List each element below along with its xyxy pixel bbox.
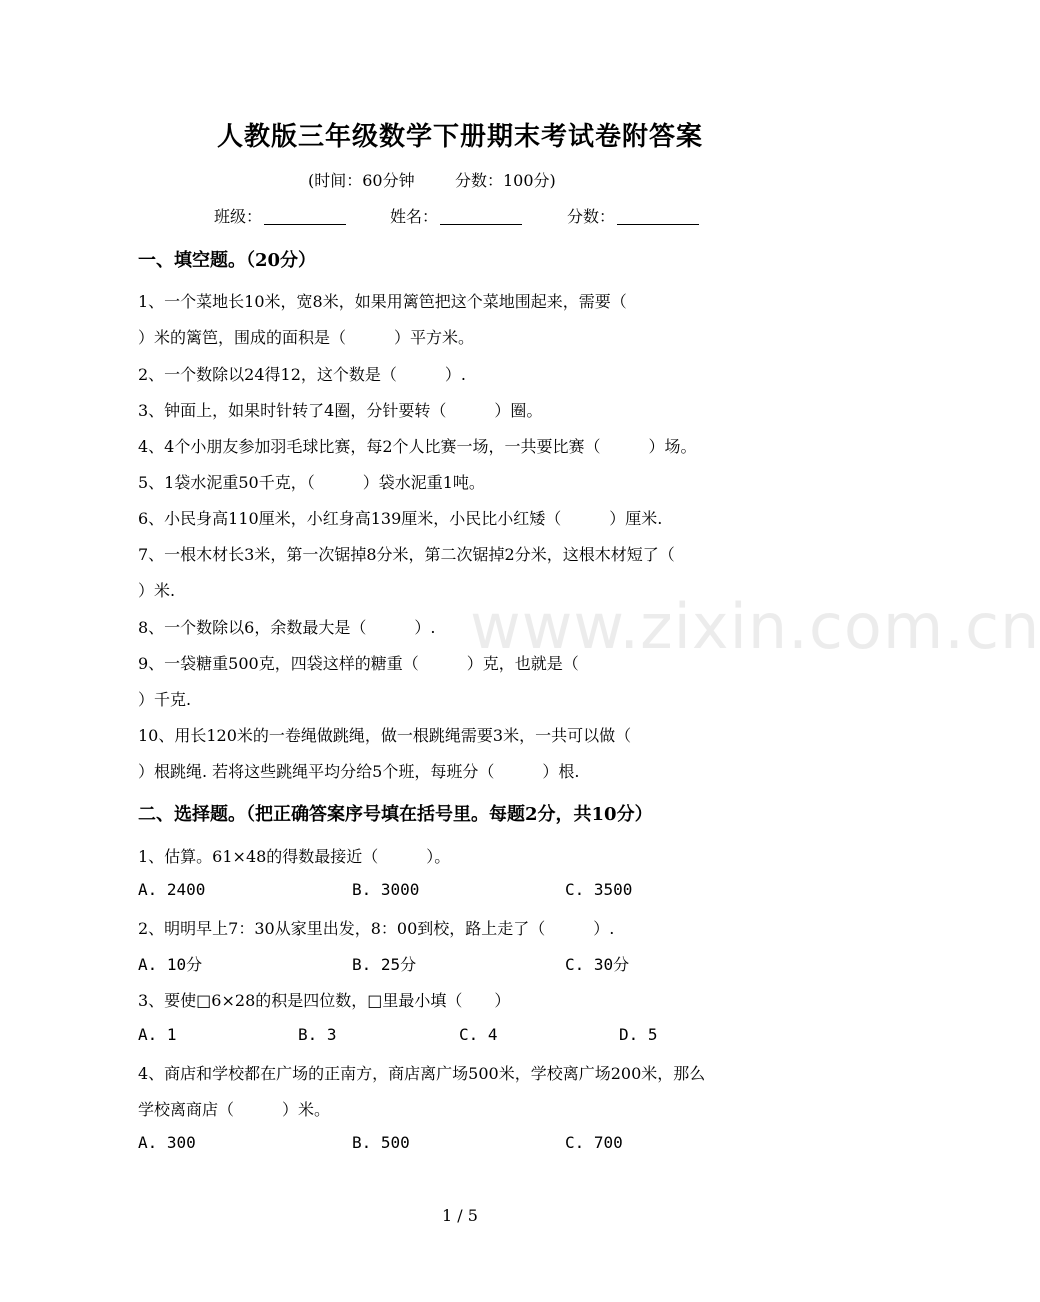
fill-line: 7、一根木材长3米，第一次锯掉8分米，第二次锯掉2分米，这根木材短了（	[138, 545, 675, 564]
name-field	[390, 204, 522, 227]
exam-time: (时间：60分钟	[308, 171, 415, 190]
score-field	[567, 204, 699, 227]
class-blank[interactable]	[264, 208, 346, 225]
option-a[interactable]: A. 10分	[138, 955, 203, 974]
option-c[interactable]: C. 30分	[565, 955, 630, 974]
section1-heading: 一、填空题。（20分）	[138, 250, 317, 271]
choice-question: 4、商店和学校都在广场的正南方，商店离广场500米，学校离广场200米，那么	[138, 1064, 706, 1083]
option-b[interactable]: B. 500	[352, 1133, 410, 1152]
fill-line: ）千克.	[138, 690, 192, 709]
name-blank[interactable]	[440, 208, 522, 225]
option-a[interactable]: A. 300	[138, 1133, 196, 1152]
option-a[interactable]: A. 1	[138, 1025, 177, 1044]
watermark: www.zixin.com.cn	[470, 590, 1040, 663]
page-title: 人教版三年级数学下册期末考试卷附答案	[216, 122, 703, 152]
name-label: 姓名：	[390, 207, 439, 226]
score-blank[interactable]	[617, 208, 699, 225]
fill-line: 10、用长120米的一卷绳做跳绳，做一根跳绳需要3米，一共可以做（	[138, 726, 632, 745]
choice-question: 2、明明早上7：30从家里出发，8：00到校，路上走了（ ）.	[138, 919, 615, 938]
option-b[interactable]: B. 25分	[352, 955, 417, 974]
fill-line: ）根跳绳. 若将这些跳绳平均分给5个班，每班分（ ）根.	[138, 762, 580, 781]
fill-line: ）米.	[138, 581, 176, 600]
option-c[interactable]: C. 4	[459, 1025, 498, 1044]
fill-line: 5、1袋水泥重50千克，（ ）袋水泥重1吨。	[138, 473, 485, 492]
fill-line: 6、小民身高110厘米，小红身高139厘米，小民比小红矮（ ）厘米.	[138, 509, 663, 528]
score-label: 分数：	[567, 207, 616, 226]
fill-line: 3、钟面上，如果时针转了4圈，分针要转（ ）圈。	[138, 401, 543, 420]
choice-question: 1、估算。61×48的得数最接近（ ）。	[138, 847, 451, 866]
option-c[interactable]: C. 700	[565, 1133, 623, 1152]
section2-heading: 二、选择题。（把正确答案序号填在括号里。每题2分，共10分）	[138, 804, 653, 825]
fill-line: 8、一个数除以6，余数最大是（ ）.	[138, 618, 436, 637]
option-c[interactable]: C. 3500	[565, 880, 633, 899]
page-number: 1 / 5	[442, 1206, 478, 1225]
class-label: 班级：	[214, 207, 263, 226]
option-b[interactable]: B. 3000	[352, 880, 420, 899]
exam-total-score: 分数：100分)	[455, 171, 556, 190]
option-a[interactable]: A. 2400	[138, 880, 206, 899]
choice-question: 学校离商店（ ）米。	[138, 1100, 331, 1119]
fill-line: 2、一个数除以24得12，这个数是（ ）.	[138, 365, 466, 384]
class-field	[214, 204, 346, 227]
choice-question: 3、要使□6×28的积是四位数，□里最小填（ ）	[138, 991, 511, 1010]
option-b[interactable]: B. 3	[298, 1025, 337, 1044]
option-d[interactable]: D. 5	[619, 1025, 658, 1044]
fill-line: 1、一个菜地长10米，宽8米，如果用篱笆把这个菜地围起来，需要（	[138, 292, 627, 311]
fill-line: 4、4个小朋友参加羽毛球比赛，每2个人比赛一场，一共要比赛（ ）场。	[138, 437, 697, 456]
fill-line: ）米的篱笆，围成的面积是（ ）平方米。	[138, 328, 475, 347]
fill-line: 9、一袋糖重500克，四袋这样的糖重（ ）克，也就是（	[138, 654, 579, 673]
